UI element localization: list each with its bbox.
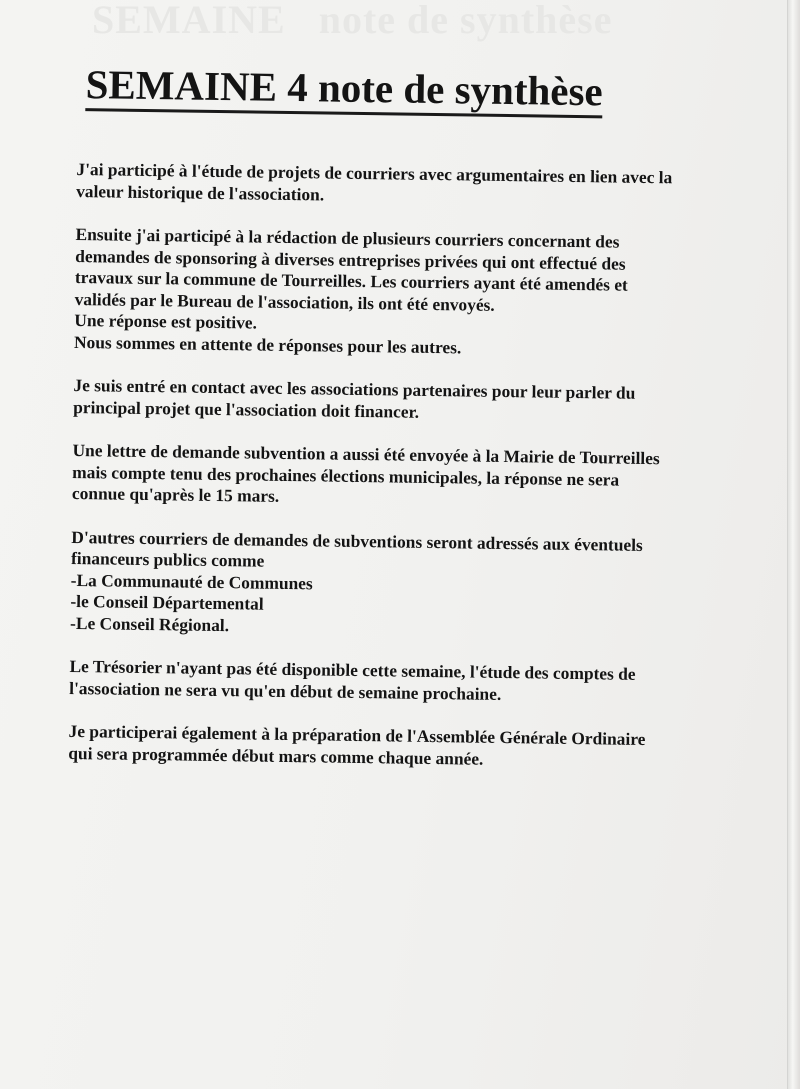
text-line: validés par le Bureau de l'association, ils ont été envoyés. (74, 288, 495, 315)
text-line: principal projet que l'association doit financer. (73, 396, 420, 422)
text-line: Une lettre de demande subvention a aussi été envoyée à la Mairie de Tourreilles (72, 439, 660, 469)
show-through-text: SEMAINE note de synthèse (92, 0, 613, 42)
text-line: valeur historique de l'association. (76, 180, 325, 204)
document-body (68, 159, 740, 773)
text-line: financeurs publics comme (70, 547, 265, 571)
text-line: Je suis entré en contact avec les associations partenaires pour leur parler du (73, 374, 636, 403)
text-line: Je participerai également à la préparation de l'Assemblée Générale Ordinaire (68, 720, 646, 749)
document-title: SEMAINE 4 note de synthèse (85, 60, 603, 118)
text-line: D'autres courriers de demandes de subventions seront adressés aux éventuels (71, 526, 643, 555)
text-line: l'association ne sera vu qu'en début de semaine prochaine. (69, 677, 502, 704)
document-page (68, 60, 742, 795)
stacked-page-edge (787, 0, 800, 1089)
paragraph (73, 375, 738, 427)
text-line: travaux sur la commune de Tourreilles. Les courriers ayant été amendés et (74, 266, 628, 295)
text-line: J'ai participé à l'étude de projets de courriers avec argumentaires en lien avec la (76, 158, 673, 188)
text-line: Nous sommes en attente de réponses pour les autres. (73, 331, 462, 357)
list-item: -La Communauté de Communes (70, 569, 313, 593)
paragraph (76, 159, 741, 211)
text-line: Une réponse est positive. (74, 309, 258, 333)
text-line: Ensuite j'ai participé à la rédaction de plusieurs courriers concernant des (75, 223, 620, 252)
paragraph (74, 224, 740, 362)
text-line: Le Trésorier n'ayant pas été disponible cette semaine, l'étude des comptes de (69, 655, 636, 684)
paragraph (68, 721, 733, 773)
list-item: -le Conseil Départemental (70, 590, 264, 614)
text-line: demandes de sponsoring à diverses entreprises privées qui ont effectué des (75, 245, 626, 274)
text-line: connue qu'après le 15 mars. (71, 482, 280, 506)
paragraph (69, 656, 734, 708)
paragraph (70, 526, 735, 643)
list-item: -Le Conseil Régional. (70, 612, 230, 635)
paragraph (72, 440, 737, 514)
text-line: qui sera programmée début mars comme chaque année. (68, 742, 484, 769)
text-line: mais compte tenu des prochaines élections municipales, la réponse ne sera (72, 461, 620, 490)
